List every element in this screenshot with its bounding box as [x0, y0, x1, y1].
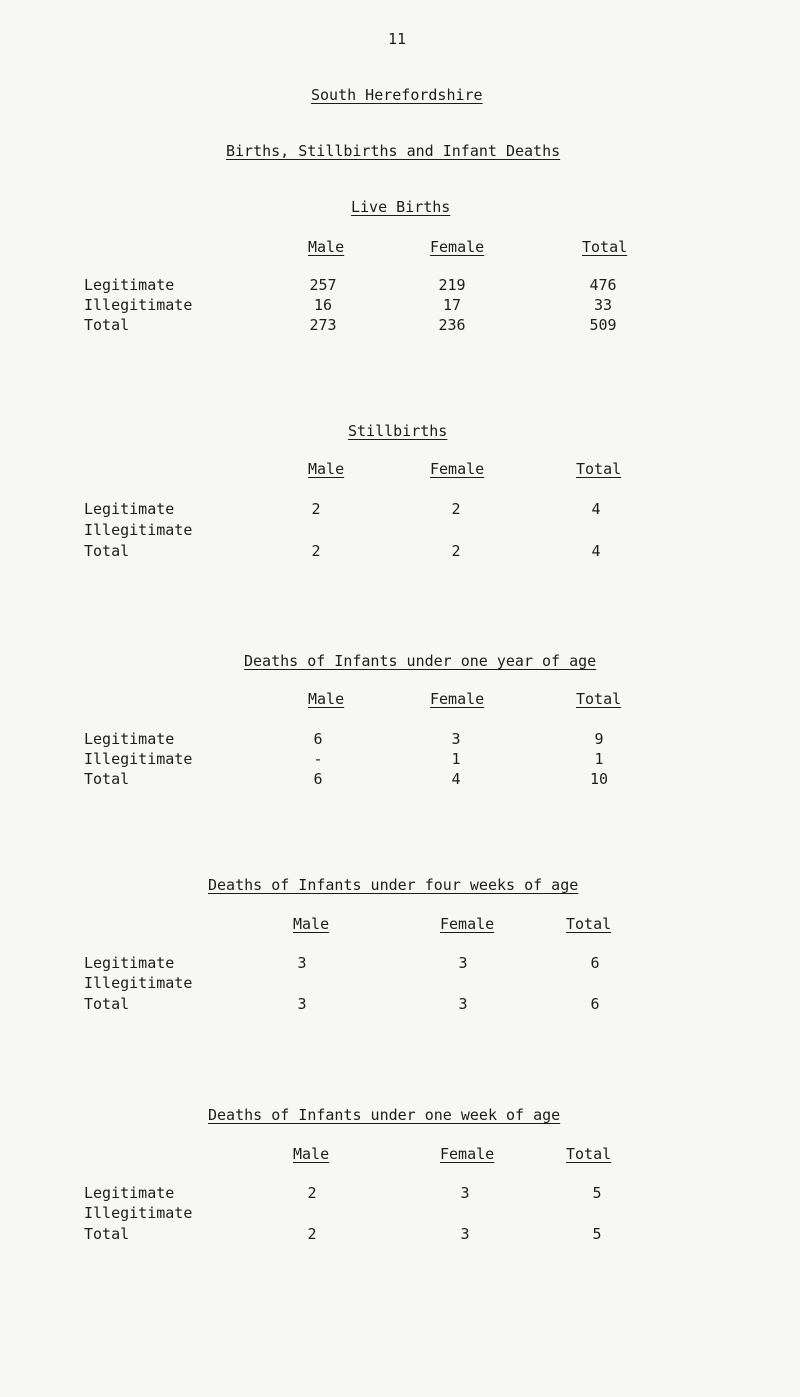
cell-male: 2	[311, 542, 321, 560]
section-title: Stillbirths	[348, 422, 448, 440]
section-title: Deaths of Infants under one week of age	[208, 1106, 561, 1124]
cell-female: 2	[451, 542, 461, 560]
district-title: South Herefordshire	[311, 86, 483, 104]
row-label-total: Total	[84, 995, 130, 1013]
col-header-male: Male	[308, 460, 345, 478]
report-title: Births, Stillbirths and Infant Deaths	[226, 142, 561, 160]
col-header-female: Female	[430, 238, 485, 256]
cell-male: 273	[309, 316, 337, 334]
col-header-male: Male	[293, 1145, 330, 1163]
cell-total: 1	[594, 750, 604, 768]
cell-total: 33	[593, 296, 613, 314]
cell-total: 4	[591, 500, 601, 518]
col-header-female: Female	[440, 915, 495, 933]
row-label-total: Total	[84, 316, 130, 334]
cell-male: 257	[309, 276, 337, 294]
col-header-total: Total	[566, 915, 612, 933]
section-title: Deaths of Infants under one year of age	[244, 652, 597, 670]
cell-female: 3	[458, 995, 468, 1013]
cell-male: 6	[313, 730, 323, 748]
cell-female: 3	[451, 730, 461, 748]
page-number: 11	[388, 30, 407, 48]
col-header-total: Total	[576, 690, 622, 708]
col-header-female: Female	[440, 1145, 495, 1163]
col-header-female: Female	[430, 460, 485, 478]
cell-male: 2	[307, 1225, 317, 1243]
col-header-male: Male	[308, 238, 345, 256]
cell-female: 17	[442, 296, 462, 314]
row-label-illegitimate: Illegitimate	[84, 1204, 193, 1222]
cell-male: 2	[307, 1184, 317, 1202]
cell-female: 1	[451, 750, 461, 768]
cell-female: 3	[460, 1184, 470, 1202]
cell-total: 4	[591, 542, 601, 560]
cell-total: 6	[590, 995, 600, 1013]
col-header-male: Male	[308, 690, 345, 708]
row-label-illegitimate: Illegitimate	[84, 750, 193, 768]
col-header-total: Total	[576, 460, 622, 478]
row-label-total: Total	[84, 542, 130, 560]
cell-total: 5	[592, 1225, 602, 1243]
cell-male: 3	[297, 995, 307, 1013]
row-label-illegitimate: Illegitimate	[84, 521, 193, 539]
cell-female: 3	[460, 1225, 470, 1243]
row-label-total: Total	[84, 770, 130, 788]
col-header-female: Female	[430, 690, 485, 708]
cell-male: 2	[311, 500, 321, 518]
row-label-illegitimate: Illegitimate	[84, 974, 193, 992]
cell-female: 236	[438, 316, 466, 334]
cell-total: 10	[589, 770, 609, 788]
row-label-legitimate: Legitimate	[84, 500, 175, 518]
row-label-illegitimate: Illegitimate	[84, 296, 193, 314]
section-title: Deaths of Infants under four weeks of age	[208, 876, 579, 894]
cell-male: 16	[313, 296, 333, 314]
cell-total: 6	[590, 954, 600, 972]
row-label-legitimate: Legitimate	[84, 276, 175, 294]
cell-male: 3	[297, 954, 307, 972]
cell-male: -	[313, 750, 323, 768]
row-label-legitimate: Legitimate	[84, 1184, 175, 1202]
cell-female: 4	[451, 770, 461, 788]
cell-total: 9	[594, 730, 604, 748]
cell-total: 5	[592, 1184, 602, 1202]
cell-female: 219	[438, 276, 466, 294]
col-header-total: Total	[582, 238, 628, 256]
section-title: Live Births	[351, 198, 451, 216]
row-label-legitimate: Legitimate	[84, 730, 175, 748]
cell-female: 2	[451, 500, 461, 518]
cell-total: 509	[589, 316, 617, 334]
row-label-legitimate: Legitimate	[84, 954, 175, 972]
col-header-total: Total	[566, 1145, 612, 1163]
col-header-male: Male	[293, 915, 330, 933]
cell-female: 3	[458, 954, 468, 972]
cell-total: 476	[589, 276, 617, 294]
cell-male: 6	[313, 770, 323, 788]
row-label-total: Total	[84, 1225, 130, 1243]
